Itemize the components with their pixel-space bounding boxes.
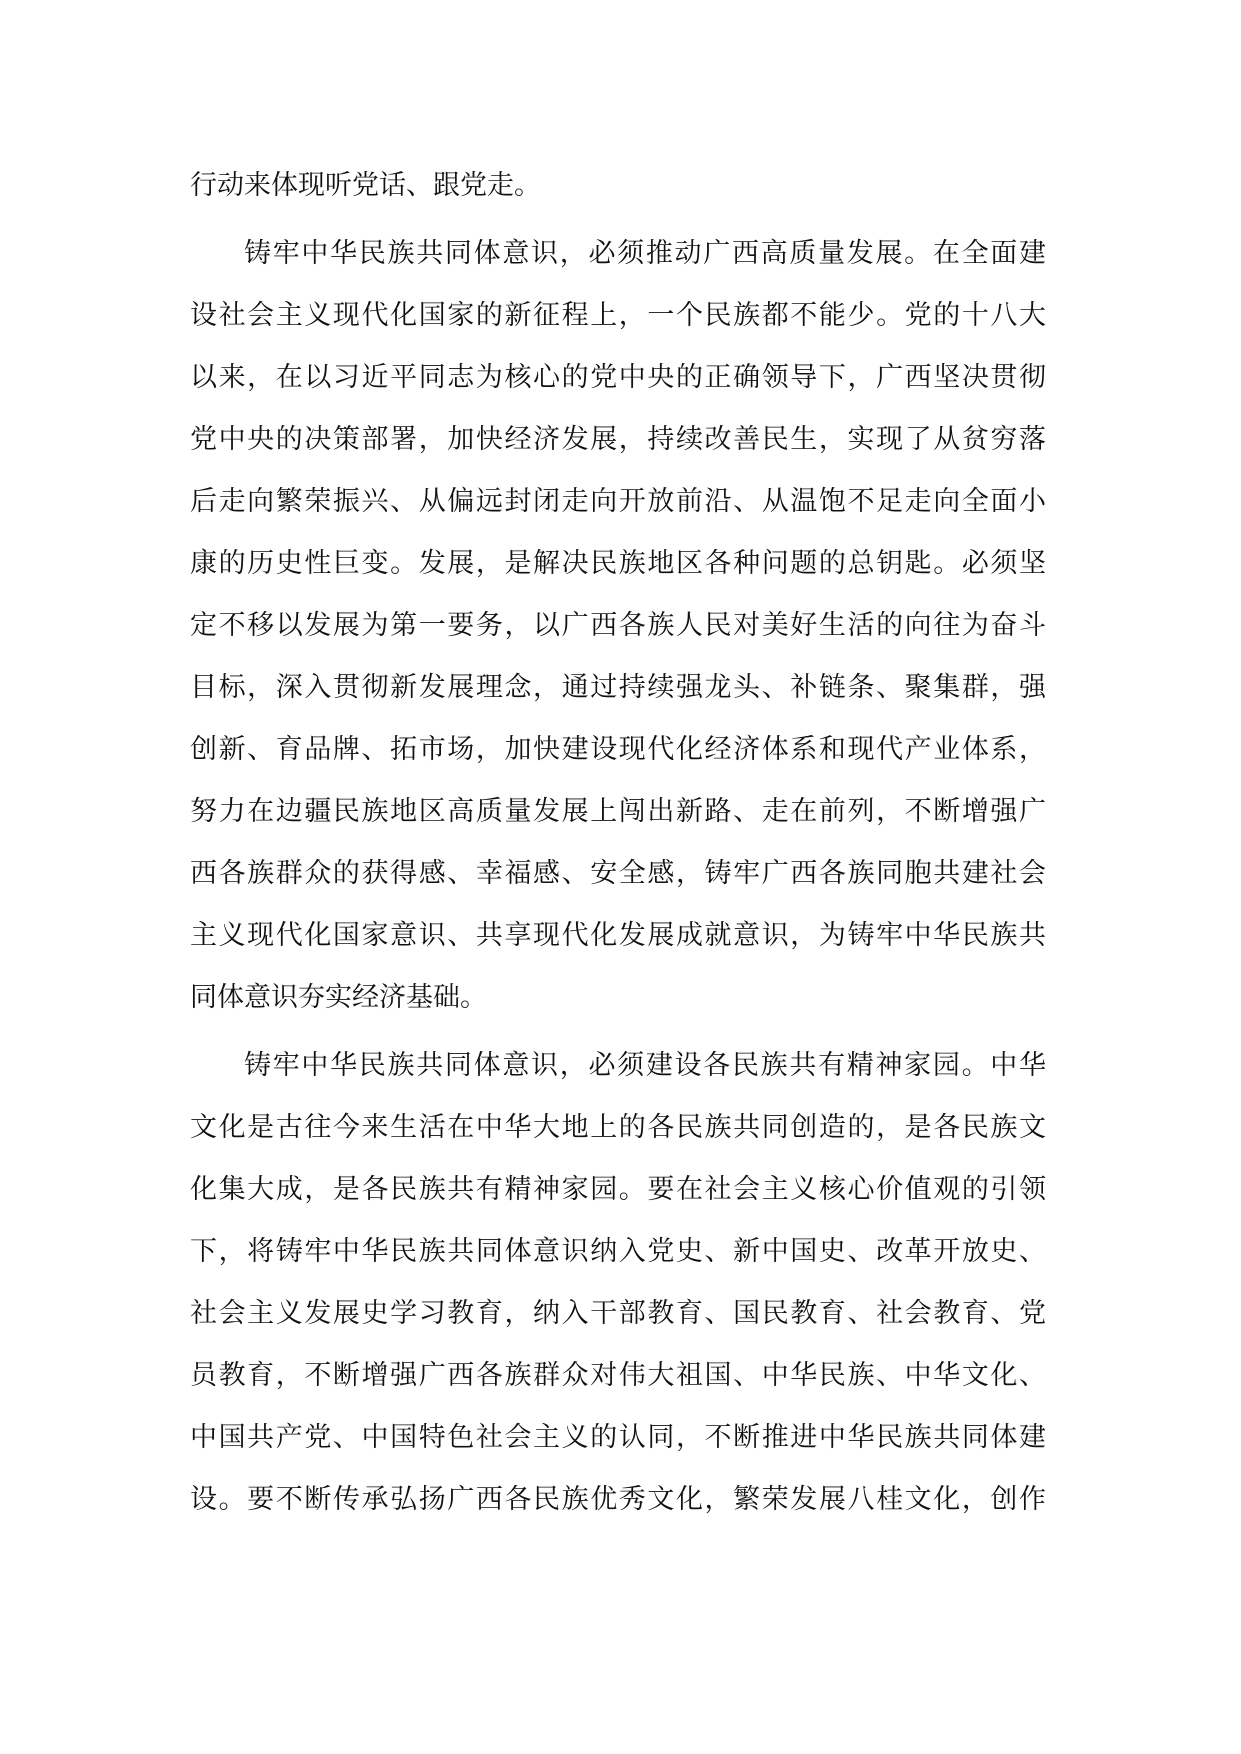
text-line: 设社会主义现代化国家的新征程上，一个民族都不能少。党的十八大 [190, 300, 1046, 331]
text-line: 以来，在以习近平同志为核心的党中央的正确领导下，广西坚决贯彻 [190, 362, 1046, 393]
text-line: 文化是古往今来生活在中华大地上的各民族共同创造的，是各民族文 [190, 1112, 1046, 1143]
text-line: 党中央的决策部署，加快经济发展，持续改善民生，实现了从贫穷落 [190, 424, 1046, 455]
text-line: 康的历史性巨变。发展，是解决民族地区各种问题的总钥匙。必须坚 [190, 548, 1046, 579]
text-line: 行动来体现听党话、跟党走。 [190, 170, 541, 201]
text-line: 下，将铸牢中华民族共同体意识纳入党史、新中国史、改革开放史、 [190, 1236, 1046, 1267]
text-line: 西各族群众的获得感、幸福感、安全感，铸牢广西各族同胞共建社会 [190, 858, 1046, 889]
text-line: 目标，深入贯彻新发展理念，通过持续强龙头、补链条、聚集群，强 [190, 672, 1046, 703]
text-line: 铸牢中华民族共同体意识，必须建设各民族共有精神家园。中华 [244, 1050, 1046, 1081]
text-line: 设。要不断传承弘扬广西各民族优秀文化，繁荣发展八桂文化，创作 [190, 1484, 1046, 1515]
paragraph [190, 223, 1046, 1029]
document-body [190, 155, 1046, 1531]
text-line: 后走向繁荣振兴、从偏远封闭走向开放前沿、从温饱不足走向全面小 [190, 486, 1046, 517]
paragraph [190, 155, 1046, 217]
text-line: 创新、育品牌、拓市场，加快建设现代化经济体系和现代产业体系， [190, 734, 1046, 765]
text-line: 化集大成，是各民族共有精神家园。要在社会主义核心价值观的引领 [190, 1174, 1046, 1205]
text-line: 同体意识夯实经济基础。 [190, 982, 487, 1013]
text-line: 努力在边疆民族地区高质量发展上闯出新路、走在前列，不断增强广 [190, 796, 1046, 827]
text-line: 主义现代化国家意识、共享现代化发展成就意识，为铸牢中华民族共 [190, 920, 1046, 951]
text-line: 中国共产党、中国特色社会主义的认同，不断推进中华民族共同体建 [190, 1422, 1046, 1453]
text-line: 社会主义发展史学习教育，纳入干部教育、国民教育、社会教育、党 [190, 1298, 1046, 1329]
paragraph [190, 1035, 1046, 1531]
text-line: 铸牢中华民族共同体意识，必须推动广西高质量发展。在全面建 [244, 238, 1046, 269]
text-line: 员教育，不断增强广西各族群众对伟大祖国、中华民族、中华文化、 [190, 1360, 1046, 1391]
text-line: 定不移以发展为第一要务，以广西各族人民对美好生活的向往为奋斗 [190, 610, 1046, 641]
